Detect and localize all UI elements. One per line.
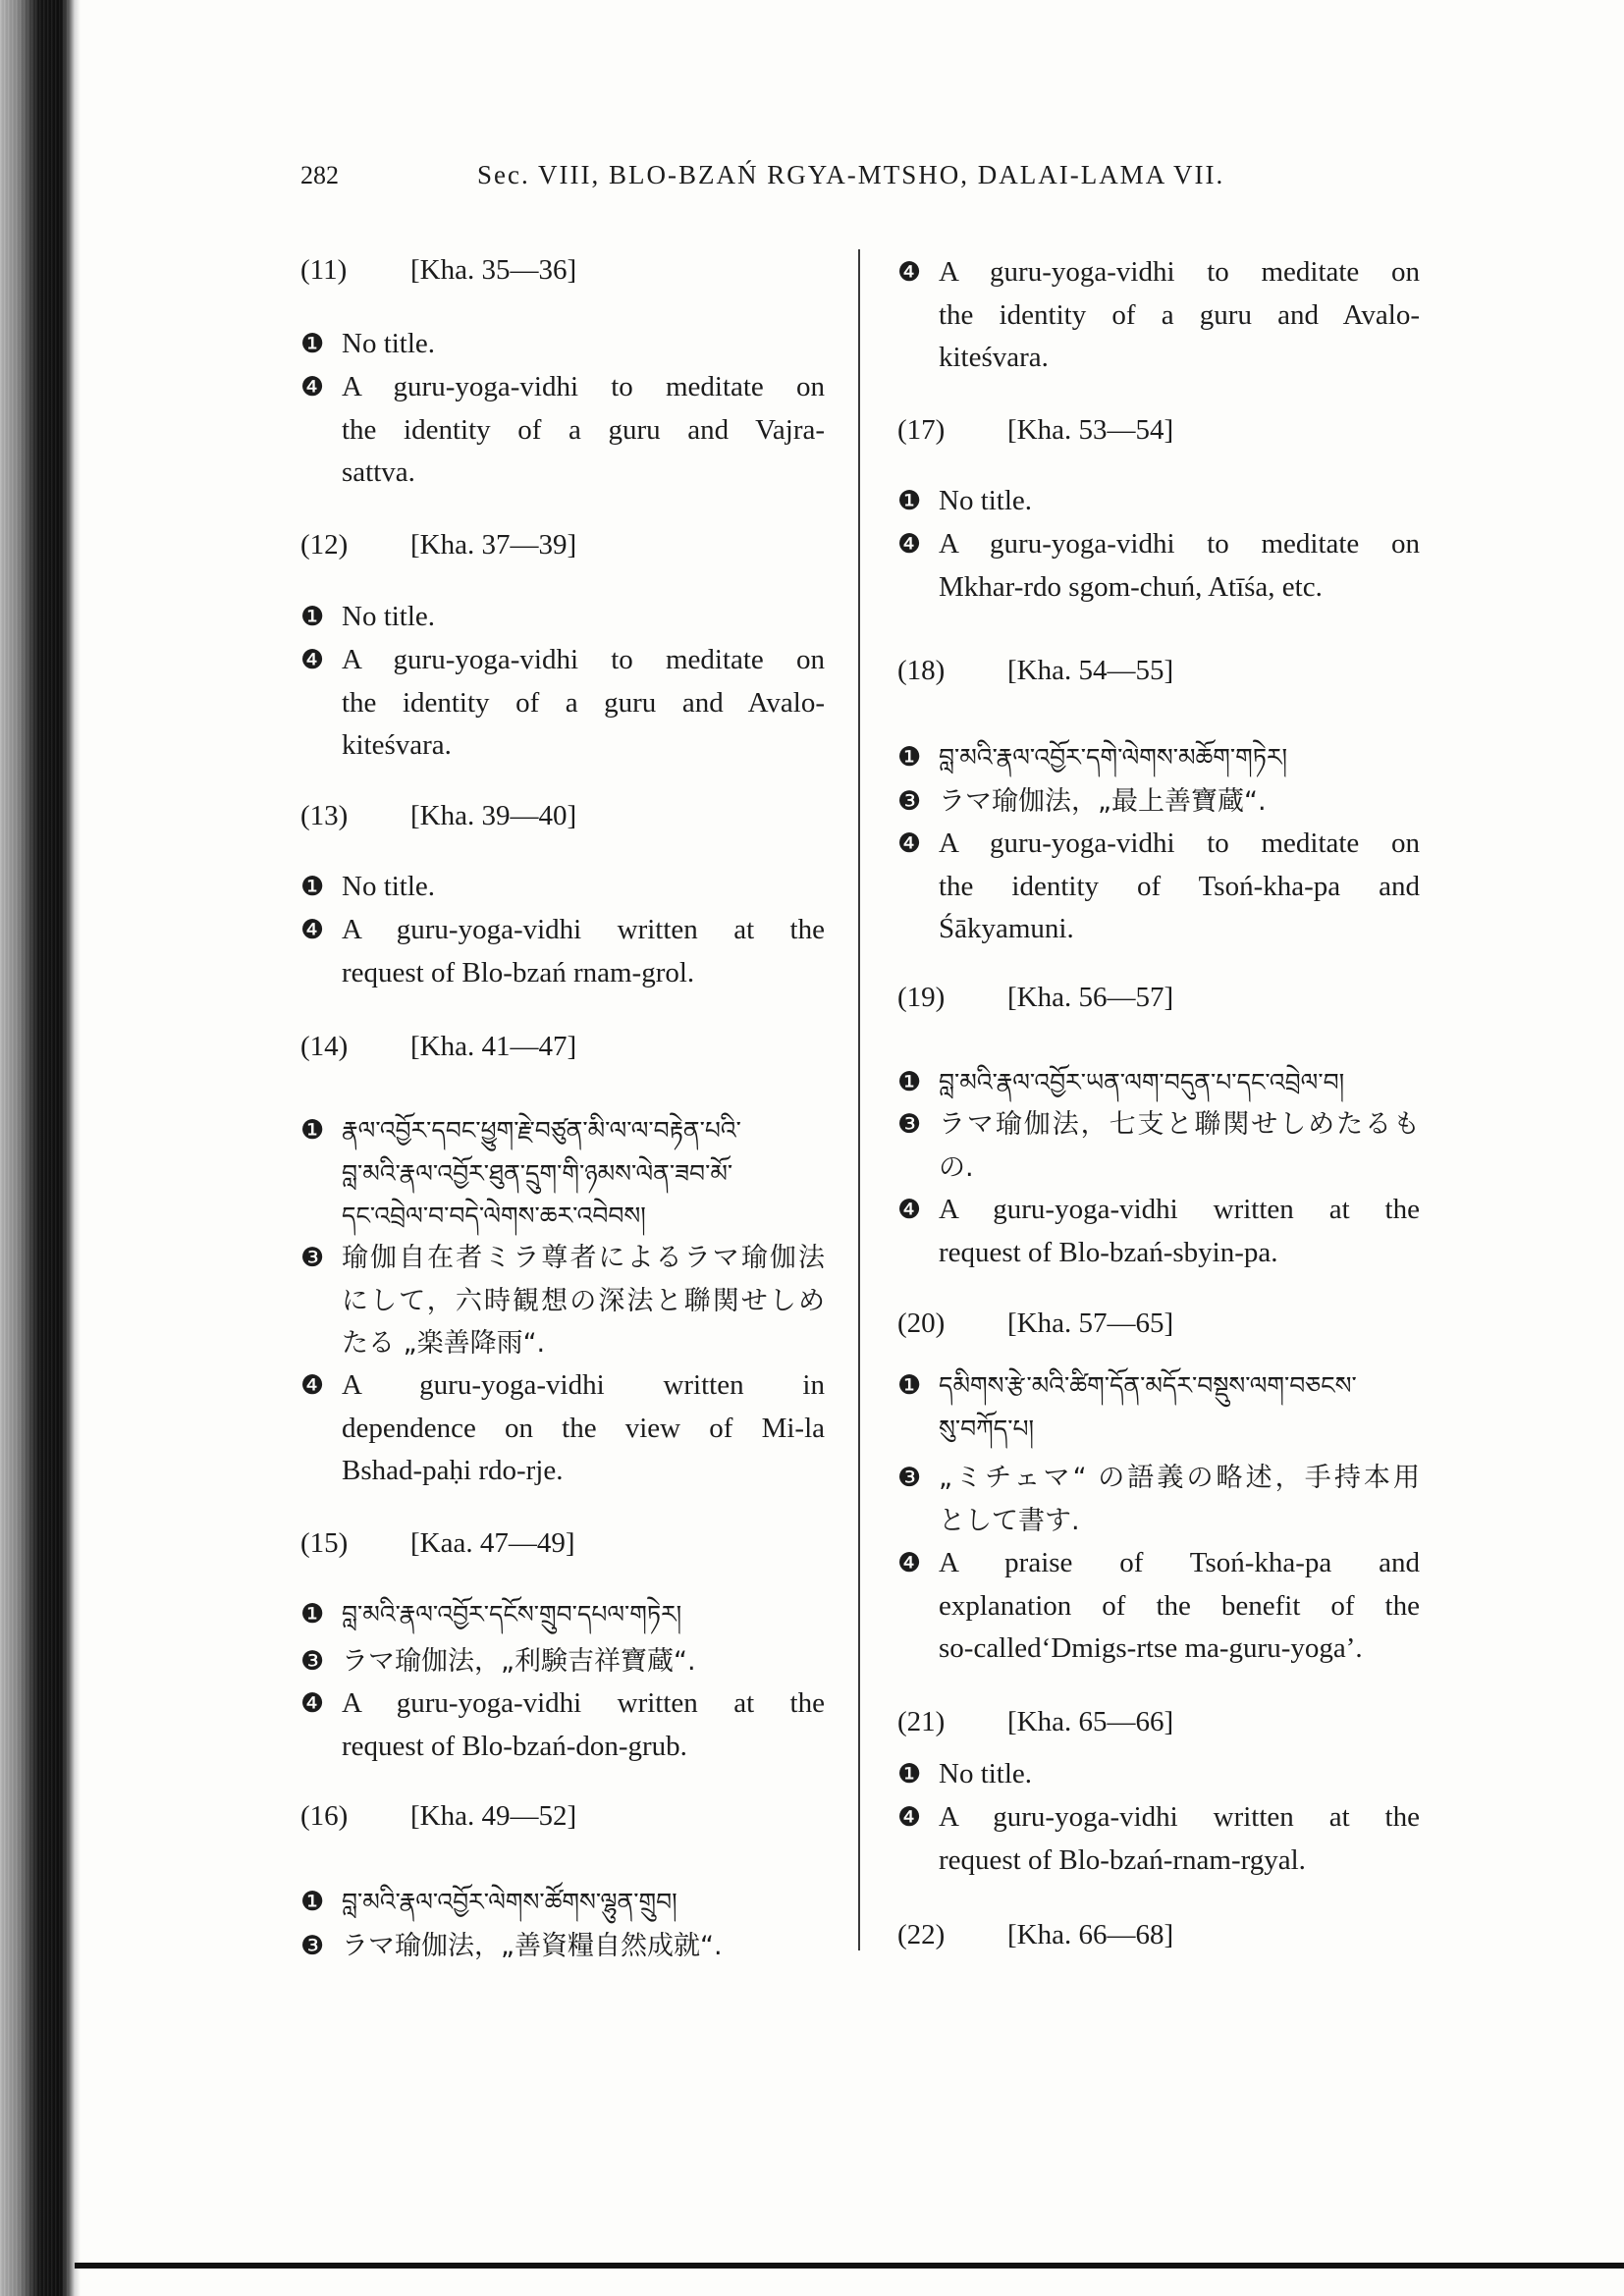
- entry-reference: [Kha. 41—47]: [410, 1031, 577, 1062]
- entry-reference: [Kha. 39—40]: [410, 800, 577, 831]
- item-line: request of Blo-bzań-don-grub.: [342, 1730, 687, 1762]
- item-marker: ❸: [300, 1931, 325, 1961]
- entry-number: (13): [300, 800, 349, 831]
- entry-number: (15): [300, 1527, 349, 1559]
- item-line: request of Blo-bzań-rnam-rgyal.: [939, 1843, 1306, 1876]
- entry-heading: [897, 977, 1310, 1020]
- item-marker: ❶: [300, 1887, 325, 1917]
- item-line: A guru-yoga-vidhi written at the: [939, 1194, 1420, 1225]
- item-line: Śākyamuni.: [939, 913, 1074, 944]
- item-line: Bshad-paḥi rdo-rje.: [342, 1455, 564, 1486]
- item-marker: ❹: [897, 1802, 922, 1833]
- japanese-line: ラマ瑜伽法，„利験吉祥寶蔵“.: [342, 1646, 696, 1677]
- entry-number: (18): [897, 655, 946, 686]
- entry-heading: [300, 249, 713, 293]
- item-line: the identity of a guru and Vajra-: [342, 413, 825, 446]
- item-line: request of Blo-bzań-sbyin-pa.: [939, 1236, 1278, 1268]
- item-marker: ❶: [300, 329, 325, 359]
- entry-reference: [Kha. 53—54]: [1007, 414, 1174, 446]
- entry-reference: [Kha. 66—68]: [1007, 1919, 1174, 1950]
- item-line: A guru-yoga-vidhi to meditate on: [939, 528, 1420, 560]
- item-line: request of Blo-bzań rnam-grol.: [342, 956, 695, 988]
- entry-number: (14): [300, 1031, 349, 1062]
- item-line: No title.: [342, 328, 436, 359]
- item-line: No title.: [342, 601, 436, 632]
- entry-heading: [300, 1026, 713, 1069]
- entry-heading: [300, 1795, 713, 1839]
- item-line: No title.: [939, 1758, 1033, 1789]
- item-line: Mkhar-rdo sgom-chuń, Atīśa, etc.: [939, 570, 1323, 603]
- entry-number: (12): [300, 529, 349, 561]
- tibetan-title-line: དམིགས་རྩེ་མའི་ཚིག་དོན་མདོར་བསྡུས་ལག་བཅངས་: [939, 1371, 1357, 1400]
- item-line: A praise of Tsoń-kha-pa and: [939, 1547, 1420, 1578]
- japanese-line: の.: [939, 1151, 974, 1183]
- item-line: dependence on the view of Mi-la: [342, 1412, 825, 1444]
- item-marker: ❶: [897, 742, 922, 773]
- item-marker: ❶: [897, 486, 922, 516]
- tibetan-title-line: དང་འབྲེལ་བ་བདེ་ལེགས་ཆར་འབེབས།: [342, 1201, 646, 1230]
- entry-reference: [Kha. 49—52]: [410, 1800, 577, 1832]
- item-marker: ❹: [300, 1688, 325, 1719]
- entry-reference: [Kaa. 47—49]: [410, 1527, 575, 1559]
- item-line: the identity of a guru and Avalo-: [939, 298, 1420, 331]
- item-marker: ❶: [897, 1370, 922, 1401]
- entry-reference: [Kha. 54—55]: [1007, 655, 1174, 686]
- item-marker: ❹: [300, 645, 325, 675]
- japanese-line: 瑜伽自在者ミラ尊者によるラマ瑜伽法: [342, 1243, 825, 1273]
- japanese-line: として書す.: [939, 1505, 1080, 1536]
- tibetan-title-line: སུ་བཀོད་པ།: [939, 1414, 1035, 1443]
- item-marker: ❶: [897, 1067, 922, 1097]
- japanese-line: ラマ瑜伽法，„善資糧自然成就“.: [342, 1931, 723, 1961]
- item-line: A guru-yoga-vidhi to meditate on: [939, 828, 1420, 859]
- item-marker: ❹: [897, 1548, 922, 1578]
- item-line: the identity of a guru and Avalo-: [342, 686, 825, 719]
- item-line: the identity of Tsoń-kha-pa and: [939, 870, 1420, 902]
- item-line: explanation of the benefit of the: [939, 1589, 1420, 1622]
- bottom-rule: [75, 2263, 1624, 2269]
- entry-heading: [300, 795, 713, 838]
- column-divider: [858, 249, 860, 1950]
- item-marker: ❸: [897, 786, 922, 817]
- japanese-line: ラマ瑜伽法，七支と聯関せしめたるも: [939, 1109, 1420, 1140]
- item-line: No title.: [939, 485, 1033, 516]
- item-marker: ❶: [300, 1599, 325, 1629]
- item-line: kiteśvara.: [939, 342, 1049, 373]
- entry-heading: [300, 1522, 713, 1566]
- entry-reference: [Kha. 57—65]: [1007, 1308, 1174, 1339]
- item-line: A guru-yoga-vidhi written at the: [342, 1687, 825, 1719]
- entry-number: (16): [300, 1800, 349, 1832]
- tibetan-title-line: རྣལ་འབྱོར་དབང་ཕྱུག་རྗེ་བཙུན་མི་ལ་ལ་བརྟེན་པའི་: [342, 1116, 741, 1145]
- tibetan-title-line: བླ་མའི་རྣལ་འབྱོར་ལེགས་ཚོགས་ལྷུན་གྲུབ།: [342, 1888, 677, 1916]
- page-number: 282: [300, 161, 339, 189]
- entry-heading: [897, 1303, 1310, 1346]
- item-line: kiteśvara.: [342, 729, 452, 761]
- entry-reference: [Kha. 35—36]: [410, 254, 577, 286]
- entry-number: (21): [897, 1706, 946, 1737]
- item-marker: ❸: [897, 1463, 922, 1493]
- entry-number: (17): [897, 414, 946, 446]
- entry-reference: [Kha. 65—66]: [1007, 1706, 1174, 1737]
- item-marker: ❹: [897, 529, 922, 560]
- entry-reference: [Kha. 56—57]: [1007, 982, 1174, 1013]
- entry-heading: [300, 524, 713, 567]
- item-marker: ❶: [300, 872, 325, 902]
- item-marker: ❶: [300, 602, 325, 632]
- japanese-line: ラマ瑜伽法，„最上善寶蔵“.: [939, 786, 1267, 817]
- entry-number: (22): [897, 1919, 946, 1950]
- tibetan-title-line: བླ་མའི་རྣལ་འབྱོར་ཐུན་དྲུག་གི་ཉམས་ལེན་ཟབ་མོ་: [342, 1158, 733, 1188]
- entry-heading: [897, 1914, 1310, 1957]
- running-header: Sec. VIII, BLO-BZAŃ RGYA-MTSHO, DALAI-LAMA VII.: [477, 160, 1225, 189]
- item-marker: ❸: [897, 1109, 922, 1140]
- japanese-line: にして，六時観想の深法と聯関せしめ: [342, 1285, 825, 1316]
- entry-heading: [897, 650, 1310, 693]
- item-marker: ❹: [300, 372, 325, 402]
- item-marker: ❹: [897, 257, 922, 288]
- tibetan-title-line: བླ་མའི་རྣལ་འབྱོར་དགེ་ལེགས་མཆོག་གཏེར།: [939, 743, 1288, 772]
- item-marker: ❶: [897, 1759, 922, 1789]
- item-line: A guru-yoga-vidhi to meditate on: [342, 644, 825, 675]
- entry-number: (20): [897, 1308, 946, 1339]
- item-line: A guru-yoga-vidhi written at the: [342, 914, 825, 945]
- item-line: sattva.: [342, 456, 415, 488]
- entry-heading: [897, 1701, 1310, 1744]
- entry-number: (11): [300, 254, 348, 286]
- item-line: A guru-yoga-vidhi to meditate on: [939, 256, 1420, 288]
- item-marker: ❹: [300, 1370, 325, 1401]
- entry-number: (19): [897, 982, 946, 1013]
- item-line: A guru-yoga-vidhi to meditate on: [342, 371, 825, 402]
- item-marker: ❸: [300, 1243, 325, 1273]
- japanese-line: たる „楽善降雨“.: [342, 1328, 546, 1359]
- entry-heading: [897, 409, 1310, 453]
- tibetan-title-line: བླ་མའི་རྣལ་འབྱོར་དངོས་གྲུབ་དཔལ་གཏེར།: [342, 1600, 682, 1629]
- item-line: A guru-yoga-vidhi written at the: [939, 1801, 1420, 1833]
- item-line: No title.: [342, 871, 436, 902]
- item-marker: ❹: [300, 915, 325, 945]
- tibetan-title-line: བླ་མའི་རྣལ་འབྱོར་ཡན་ལག་བདུན་པ་དང་འབྲེལ་བ།: [939, 1068, 1345, 1096]
- item-marker: ❹: [897, 828, 922, 859]
- entry-reference: [Kha. 37—39]: [410, 529, 577, 561]
- item-marker: ❶: [300, 1115, 325, 1146]
- item-line: so-called‘Dmigs-rtse ma-guru-yoga’.: [939, 1632, 1363, 1664]
- item-line: A guru-yoga-vidhi written in: [342, 1369, 825, 1401]
- japanese-line: „ミチェマ“ の語義の略述，手持本用: [939, 1463, 1420, 1493]
- binding-texture: [0, 0, 69, 2296]
- item-marker: ❸: [300, 1646, 325, 1677]
- item-marker: ❹: [897, 1195, 922, 1225]
